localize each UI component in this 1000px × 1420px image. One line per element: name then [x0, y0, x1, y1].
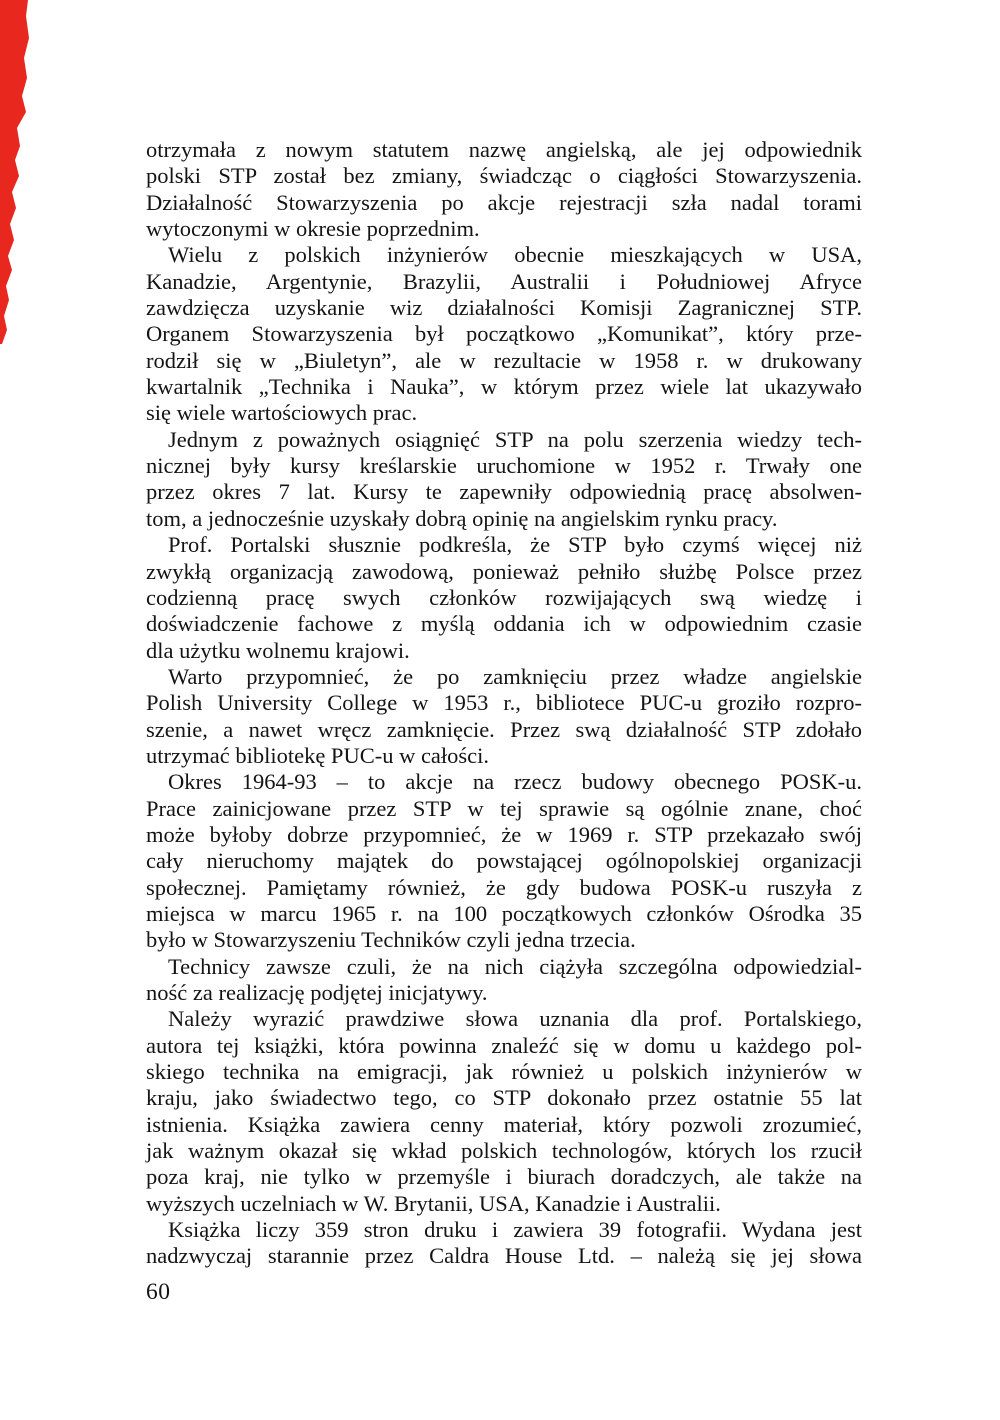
text-line: Kanadzie, Argentynie, Brazylii, Australii i Południowej Afryce	[146, 268, 862, 294]
text-line: istnienia. Książka zawiera cenny materiał, który pozwoli zrozumieć,	[146, 1111, 862, 1137]
torn-edge-shape	[0, 0, 29, 344]
text-line: Organem Stowarzyszenia był początkowo „Komunikat”, który prze-	[146, 321, 862, 347]
text-line: Jednym z poważnych osiągnięć STP na polu szerzenia wiedzy tech-	[168, 426, 862, 452]
text-line: Polish University College w 1953 r., bibliotece PUC-u groziło rozpro-	[146, 690, 862, 716]
text-line: cały nieruchomy majątek do powstającej ogólnopolskiej organizacji	[146, 848, 862, 874]
text-line: Należy wyrazić prawdziwe słowa uznania dla prof. Portalskiego,	[168, 1006, 862, 1032]
text-line: może byłoby dobrze przypomnieć, że w 1969 r. STP przekazało swój	[146, 821, 862, 847]
text-line: ność za realizację podjętej inicjatywy.	[146, 980, 488, 1005]
torn-page-edge-mark	[0, 0, 34, 344]
paragraph	[146, 242, 862, 426]
text-line: codzienną pracę swych członków rozwijających swą wiedzę i	[146, 584, 862, 610]
text-line: Wielu z polskich inżynierów obecnie mieszkających w USA,	[168, 242, 862, 268]
text-line: społecznej. Pamiętamy również, że gdy budowa POSK-u ruszyła z	[146, 874, 862, 900]
text-line: Prof. Portalski słusznie podkreśla, że STP było czymś więcej niż	[168, 532, 862, 558]
text-line: skiego technika na emigracji, jak również u polskich inżynierów w	[146, 1059, 862, 1085]
text-line: nicznej były kursy kreślarskie uruchomione w 1952 r. Trwały one	[146, 453, 862, 479]
text-line: wytoczonymi w okresie poprzednim.	[146, 216, 480, 242]
paragraph	[146, 1217, 862, 1270]
text-line: przez okres 7 lat. Kursy te zapewniły odpowiednią pracę absolwen-	[146, 479, 862, 505]
page-number: 60	[146, 1279, 171, 1305]
text-line: utrzymać bibliotekę PUC-u w całości.	[146, 742, 490, 768]
text-line: się wiele wartościowych prac.	[146, 400, 418, 426]
text-line: miejsca w marcu 1965 r. na 100 początkowych członków Ośrodka 35	[146, 900, 862, 926]
paragraph	[146, 664, 862, 769]
text-line: Działalność Stowarzyszenia po akcje rejestracji szła nadal torami	[146, 189, 862, 215]
text-line: doświadczenie fachowe z myślą oddania ich w odpowiednim czasie	[146, 611, 862, 637]
text-line: Technicy zawsze czuli, że na nich ciążyła szczególna odpowiedzial-	[168, 953, 862, 979]
text-line: wyższych uczelniach w W. Brytanii, USA, Kanadzie i Australii.	[146, 1190, 721, 1216]
text-line: otrzymała z nowym statutem nazwę angielską, ale jej odpowiednik	[146, 137, 862, 162]
paragraph	[146, 427, 862, 532]
text-line: rodził się w „Biuletyn”, ale w rezultacie w 1958 r. w drukowany	[146, 347, 862, 373]
text-line: dla użytku wolnemu krajowi.	[146, 637, 410, 663]
page-text	[146, 137, 862, 1270]
text-line: Okres 1964-93 – to akcje na rzecz budowy obecnego POSK-u.	[168, 769, 862, 795]
text-line: tom, a jednocześnie uzyskały dobrą opinię na angielskim rynku pracy.	[146, 505, 778, 531]
paragraph	[146, 954, 862, 1007]
text-line: poza kraj, nie tylko w przemyśle i biurach doradczych, ale także na	[146, 1164, 862, 1190]
text-line: zwykłą organizacją zawodową, ponieważ pełniło służbę Polsce przez	[146, 558, 862, 584]
text-line: Warto przypomnieć, że po zamknięciu przez władze angielskie	[168, 663, 862, 689]
text-line: zawdzięcza uzyskanie wiz działalności Komisji Zagranicznej STP.	[146, 295, 862, 321]
text-line: Prace zainicjowane przez STP w tej sprawie są ogólnie znane, choć	[146, 795, 862, 821]
text-line: autora tej książki, która powinna znaleźć się w domu u każdego pol-	[146, 1032, 862, 1058]
text-line: kwartalnik „Technika i Nauka”, w którym przez wiele lat ukazywało	[146, 374, 862, 400]
text-line: nadzwyczaj starannie przez Caldra House Ltd. – należą się jej słowa	[146, 1243, 862, 1269]
text-line: jak ważnym okazał się wkład polskich technologów, których los rzucił	[146, 1138, 862, 1164]
paragraph	[146, 532, 862, 664]
paragraph	[146, 769, 862, 953]
text-line: kraju, jako świadectwo tego, co STP dokonało przez ostatnie 55 lat	[146, 1085, 862, 1111]
paragraph	[146, 1006, 862, 1217]
text-line: było w Stowarzyszeniu Techników czyli jedna trzecia.	[146, 927, 636, 953]
text-line: Książka liczy 359 stron druku i zawiera 39 fotografii. Wydana jest	[168, 1217, 862, 1243]
text-line: polski STP został bez zmiany, świadcząc o ciągłości Stowarzyszenia.	[146, 163, 862, 189]
paragraph	[146, 137, 862, 242]
text-line: szenie, a nawet wręcz zamknięcie. Przez swą działalność STP zdołało	[146, 716, 862, 742]
